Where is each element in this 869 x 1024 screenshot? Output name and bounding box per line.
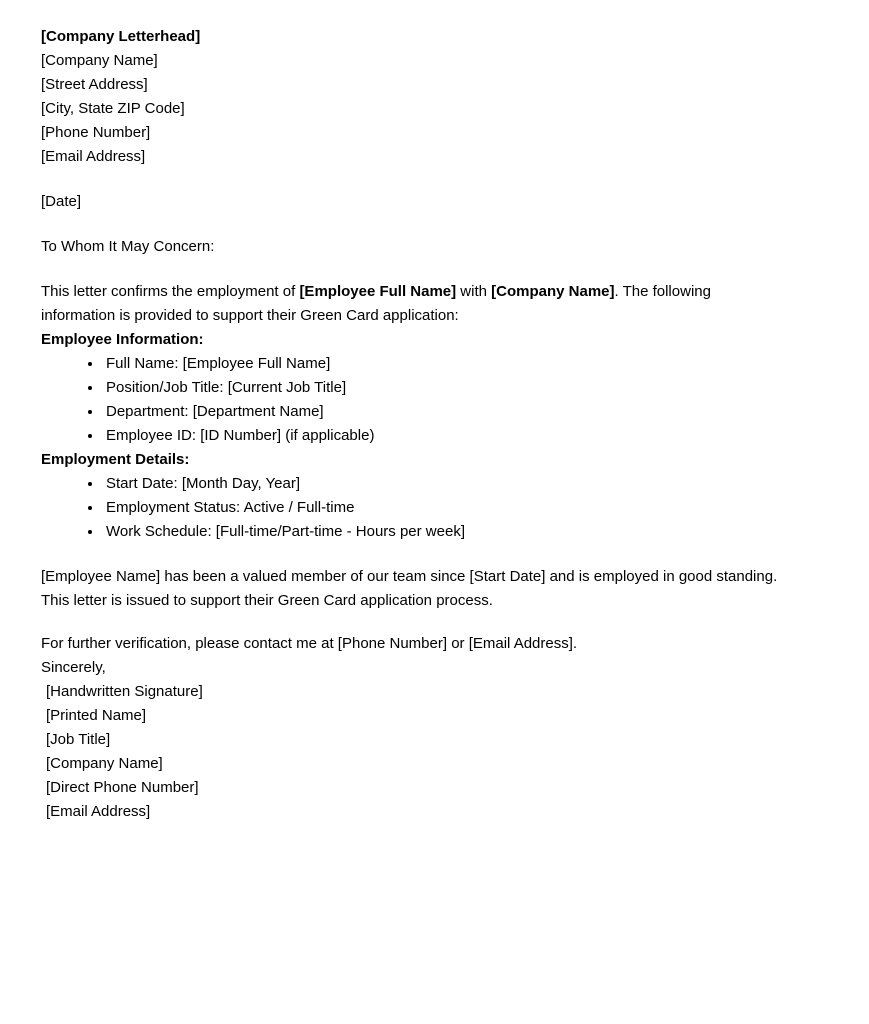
intro-text-3: . The following information is provided to support their Green Card application: xyxy=(41,283,711,324)
list-item-department: • Department: [Department Name] xyxy=(103,400,789,424)
intro-paragraph xyxy=(41,280,788,328)
intro-text-1: This letter confirms the employment of xyxy=(41,283,300,300)
closing-email-address: [Email Address] xyxy=(46,803,151,820)
letterhead-company-name: [Company Name] xyxy=(41,52,158,69)
standing-paragraph: [Employee Name] has been a valued member of our team since [Start Date] and is employed in good standing. This letter is issued to support their Green Card application process. xyxy=(41,568,778,609)
letterhead-phone-number: [Phone Number] xyxy=(41,124,151,141)
intro-company-name-bold: [Company Name] xyxy=(491,283,615,300)
list-item-employment-status: • Employment Status: Active / Full-time xyxy=(103,496,789,520)
list-item-employee-id: • Employee ID: [ID Number] (if applicable) xyxy=(103,424,789,448)
verification-paragraph: For further verification, please contact me at [Phone Number] or [Email Address]. xyxy=(41,635,578,652)
employment-details-heading: Employment Details: xyxy=(41,451,190,468)
closing-handwritten-signature: [Handwritten Signature] xyxy=(46,683,203,700)
closing-block xyxy=(41,656,789,824)
date-line: [Date] xyxy=(41,193,82,210)
salutation: To Whom It May Concern: xyxy=(41,238,215,255)
letterhead-title: [Company Letterhead] xyxy=(41,28,201,45)
letterhead-city-state-zip: [City, State ZIP Code] xyxy=(41,100,185,117)
letterhead-block xyxy=(41,25,789,169)
intro-text-2: with xyxy=(456,283,492,300)
list-item-start-date: • Start Date: [Month Day, Year] xyxy=(103,472,789,496)
employee-information-list xyxy=(41,352,789,448)
list-item-work-schedule: • Work Schedule: [Full-time/Part-time - Hours per week] xyxy=(103,520,789,544)
list-item-full-name: • Full Name: [Employee Full Name] xyxy=(103,352,789,376)
list-item-position: • Position/Job Title: [Current Job Title] xyxy=(103,376,789,400)
intro-employee-name-bold: [Employee Full Name] xyxy=(299,283,457,300)
letterhead-email-address: [Email Address] xyxy=(41,148,146,165)
employee-information-heading: Employee Information: xyxy=(41,331,204,348)
closing-job-title: [Job Title] xyxy=(46,731,111,748)
closing-direct-phone: [Direct Phone Number] xyxy=(46,779,199,796)
closing-salutation: Sincerely, xyxy=(41,659,106,676)
closing-company-name: [Company Name] xyxy=(46,755,163,772)
closing-printed-name: [Printed Name] xyxy=(46,707,147,724)
employment-details-list xyxy=(41,472,789,544)
letterhead-street-address: [Street Address] xyxy=(41,76,148,93)
